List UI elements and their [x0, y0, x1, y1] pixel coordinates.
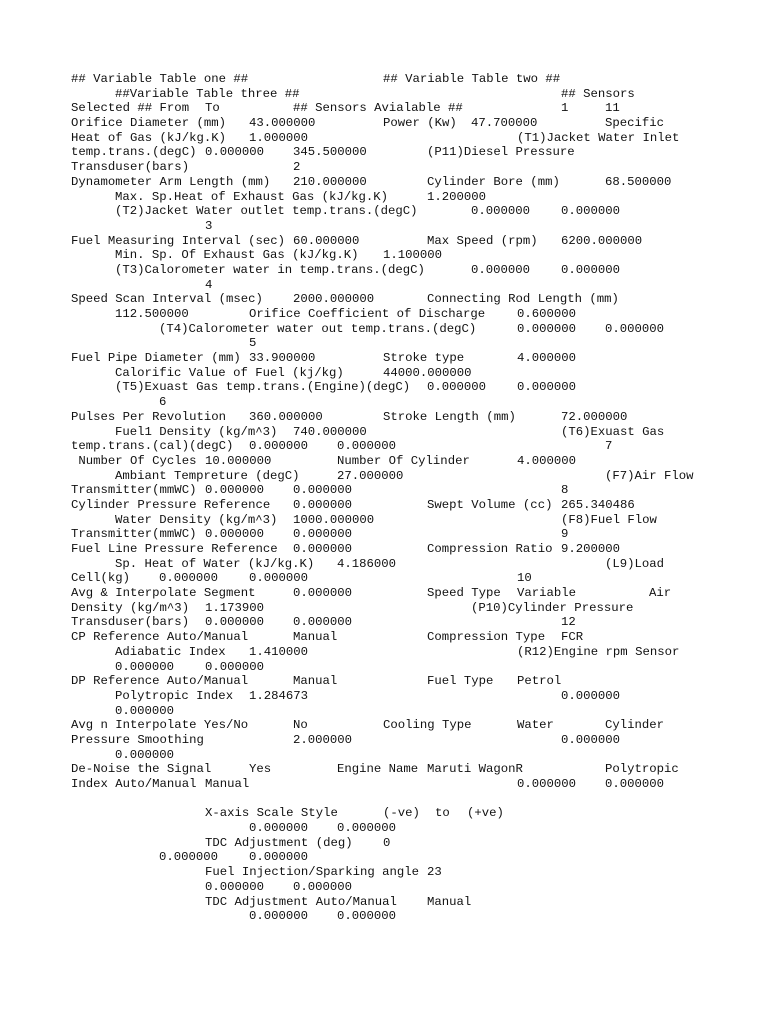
document-line	[71, 498, 761, 513]
document-line	[71, 718, 761, 733]
document-line	[71, 410, 761, 425]
text-segment: Density (kg/m^3)	[71, 600, 190, 615]
text-segment: 0.000000	[517, 380, 577, 395]
text-segment: Index Auto/Manual	[71, 777, 197, 791]
text-segment: ##Variable Table three ##	[115, 86, 300, 101]
text-segment: Ambiant Tempreture (degC)	[115, 468, 300, 483]
text-segment: 0.000000	[293, 586, 353, 601]
text-segment: (F8)Fuel Flow	[561, 512, 657, 527]
text-segment: Cell(kg)	[71, 571, 131, 586]
text-segment: (+ve)	[467, 806, 504, 821]
text-segment: 0.000000	[249, 909, 309, 924]
document-line	[71, 704, 761, 719]
text-segment: 0.000000	[293, 497, 353, 512]
text-segment: 5	[249, 336, 257, 351]
document-line	[71, 895, 761, 910]
text-segment: Air	[649, 586, 672, 601]
text-segment: 9.200000	[561, 542, 621, 556]
document-line	[71, 836, 761, 851]
document-line	[71, 513, 761, 528]
text-segment: 11	[605, 101, 620, 116]
text-segment: Cylinder	[605, 718, 665, 733]
text-segment: (L9)Load	[605, 556, 665, 571]
document-line	[71, 278, 761, 293]
text-segment: 6200.000000	[561, 233, 643, 248]
text-segment: 0.000000	[561, 262, 621, 277]
document-line	[71, 160, 761, 175]
document-line	[71, 204, 761, 219]
text-segment: 1.284673	[249, 688, 309, 703]
text-segment: 23	[427, 865, 442, 880]
text-segment: Number Of Cylinder	[337, 453, 470, 468]
document-line	[71, 234, 761, 249]
text-segment: 0.000000	[561, 204, 621, 219]
text-segment: Number Of Cycles	[71, 453, 197, 468]
text-segment: Fuel Type	[427, 674, 494, 689]
text-segment: Manual	[293, 630, 338, 645]
text-segment: (T5)Exuast Gas temp.trans.(Engine)(degC)	[115, 380, 411, 395]
text-segment: temp.trans.(degC)	[71, 145, 197, 160]
text-segment: 4.186000	[337, 556, 397, 571]
text-segment: 360.000000	[249, 409, 323, 424]
document-line	[71, 850, 761, 865]
document-line	[71, 762, 761, 777]
text-segment: (T2)Jacket Water outlet temp.trans.(degC)	[115, 204, 418, 219]
text-segment: 0.000000	[337, 909, 397, 924]
text-segment: Stroke Length (mm)	[383, 409, 516, 424]
text-segment: 4	[205, 277, 213, 292]
document-line	[71, 483, 761, 498]
document-line	[71, 865, 761, 880]
text-segment: Selected ## From	[71, 101, 190, 116]
variable-table-document	[71, 72, 761, 924]
text-segment: 0.000000	[561, 732, 621, 747]
text-segment: Calorific Value of Fuel (kj/kg)	[115, 365, 344, 380]
text-segment: 0.000000	[249, 821, 309, 836]
text-segment: 345.500000	[293, 145, 367, 160]
text-segment: 0.000000	[337, 821, 397, 836]
text-segment: 7	[605, 439, 613, 454]
text-segment: 0.000000	[561, 688, 621, 703]
document-line	[71, 586, 761, 601]
text-segment: Pulses Per Revolution	[71, 409, 226, 424]
text-segment: 3	[205, 218, 213, 233]
text-segment: 1.100000	[383, 248, 443, 263]
text-segment: to	[435, 806, 450, 821]
text-segment: Pressure Smoothing	[71, 732, 204, 747]
text-segment: Heat of Gas (kJ/kg.K)	[71, 130, 226, 145]
document-line	[71, 777, 761, 792]
text-segment: De-Noise the Signal	[71, 762, 212, 777]
text-segment: Fuel1 Density (kg/m^3)	[115, 424, 278, 439]
text-segment: 1000.000000	[293, 512, 375, 527]
text-segment: 0.000000	[293, 542, 353, 556]
text-segment: (F7)Air Flow	[605, 468, 694, 483]
text-segment: 0	[383, 835, 391, 850]
document-line	[71, 615, 761, 630]
document-line	[71, 454, 761, 469]
text-segment: DP Reference Auto/Manual	[71, 674, 249, 689]
text-segment: 0.000000	[427, 380, 487, 395]
text-segment: Orifice Coefficient of Discharge	[249, 307, 486, 321]
text-segment: Variable	[517, 586, 577, 601]
document-line	[71, 366, 761, 381]
text-segment: (P11)Diesel Pressure	[427, 145, 575, 160]
document-line	[71, 351, 761, 366]
text-segment: 33.900000	[249, 351, 316, 366]
text-segment: Swept Volume (cc)	[427, 497, 553, 512]
text-segment: 0.000000	[205, 483, 265, 498]
text-segment: 4.000000	[517, 453, 577, 468]
text-segment: 2000.000000	[293, 292, 375, 307]
text-segment: 740.000000	[293, 424, 367, 439]
text-segment: Compression Type	[427, 630, 546, 645]
text-segment: (R12)Engine rpm Sensor	[517, 644, 680, 659]
document-line	[71, 645, 761, 660]
text-segment: Transduser(bars)	[71, 160, 190, 175]
text-segment: 0.000000	[205, 145, 265, 160]
document-line	[71, 660, 761, 675]
text-segment: 43.000000	[249, 116, 316, 131]
text-segment: 0.000000	[205, 615, 265, 630]
text-segment: (T6)Exuast Gas	[561, 424, 665, 439]
document-line	[71, 439, 761, 454]
document-line	[71, 87, 761, 102]
text-segment: Fuel Pipe Diameter (mm)	[71, 351, 241, 366]
text-segment: 0.600000	[517, 307, 577, 321]
text-segment: Cylinder Bore (mm)	[427, 174, 560, 189]
text-segment: 4.000000	[517, 351, 577, 366]
text-segment: Speed Scan Interval (msec)	[71, 292, 263, 307]
document-line	[71, 219, 761, 234]
text-segment: FCR	[561, 630, 584, 645]
text-segment: 112.500000	[115, 307, 189, 321]
text-segment: Power (Kw)	[383, 116, 457, 131]
document-line	[71, 880, 761, 895]
document-line	[71, 322, 761, 337]
text-segment: 0.000000	[159, 571, 219, 586]
text-segment: 0.000000	[337, 439, 397, 454]
text-segment: To	[205, 101, 220, 116]
text-segment: 0.000000	[205, 659, 265, 674]
document-line	[71, 336, 761, 351]
text-segment: Polytropic	[605, 762, 679, 777]
document-line	[71, 380, 761, 395]
text-segment: Water Density (kg/m^3)	[115, 512, 278, 527]
text-segment: Speed Type	[427, 586, 501, 601]
text-segment: 1.410000	[249, 644, 309, 659]
text-segment: TDC Adjustment (deg)	[205, 835, 353, 850]
text-segment: Avg n Interpolate Yes/No	[71, 718, 249, 733]
text-segment: 0.000000	[159, 850, 219, 865]
text-segment: Connecting Rod Length (mm)	[427, 292, 619, 307]
text-segment: 0.000000	[249, 850, 309, 865]
text-segment: 0.000000	[293, 483, 353, 498]
text-segment: Specific	[605, 116, 665, 131]
text-segment: Orifice Diameter (mm)	[71, 116, 226, 131]
text-segment: 0.000000	[205, 879, 265, 894]
text-segment: Max. Sp.Heat of Exhaust Gas (kJ/kg.K)	[115, 189, 389, 204]
text-segment: 10	[517, 571, 532, 586]
text-segment: 210.000000	[293, 174, 367, 189]
text-segment: 0.000000	[115, 703, 175, 718]
document-line	[71, 689, 761, 704]
text-segment: Manual	[427, 894, 472, 909]
text-segment: 44000.000000	[383, 365, 472, 380]
text-segment: X-axis Scale Style	[205, 806, 338, 821]
text-segment: Manual	[205, 777, 250, 791]
text-segment: 12	[561, 615, 576, 630]
text-segment: CP Reference Auto/Manual	[71, 630, 249, 645]
text-segment: 0.000000	[249, 439, 309, 454]
document-line	[71, 630, 761, 645]
text-segment: 0.000000	[115, 659, 175, 674]
text-segment: Transmitter(mmWC)	[71, 483, 197, 498]
text-segment: (T1)Jacket Water Inlet	[517, 130, 680, 145]
text-segment: 0.000000	[605, 777, 665, 791]
text-segment: 0.000000	[115, 747, 175, 762]
text-segment: 8	[561, 483, 569, 498]
text-segment: 0.000000	[605, 321, 665, 336]
document-line	[71, 101, 761, 116]
text-segment: 0.000000	[293, 527, 353, 542]
text-segment: Water	[517, 718, 554, 733]
text-segment: ## Variable Table two ##	[383, 72, 561, 86]
text-segment: Transmitter(mmWC)	[71, 527, 197, 542]
text-segment: 0.000000	[517, 321, 577, 336]
document-line	[71, 116, 761, 131]
text-segment: No	[293, 718, 308, 733]
text-segment: Min. Sp. Of Exhaust Gas (kJ/kg.K)	[115, 248, 359, 263]
text-segment: 10.000000	[205, 453, 272, 468]
text-segment: Polytropic Index	[115, 688, 234, 703]
text-segment: 1.173900	[205, 600, 265, 615]
text-segment: 1.200000	[427, 189, 487, 204]
text-segment: 6	[159, 395, 167, 410]
text-segment: 0.000000	[293, 615, 353, 630]
document-line	[71, 909, 761, 924]
document-line	[71, 72, 761, 87]
text-segment: 0.000000	[205, 527, 265, 542]
text-segment: 265.340486	[561, 497, 635, 512]
text-segment: 9	[561, 527, 569, 542]
document-line	[71, 674, 761, 689]
text-segment: Adiabatic Index	[115, 644, 226, 659]
text-segment: Avg & Interpolate Segment	[71, 586, 256, 601]
document-line	[71, 821, 761, 836]
text-segment: Petrol	[517, 674, 562, 689]
text-segment: Engine Name	[337, 762, 419, 777]
text-segment: (T3)Calorometer water in temp.trans.(degC)	[115, 262, 425, 277]
document-line	[71, 175, 761, 190]
text-segment: 0.000000	[471, 262, 531, 277]
text-segment: (T4)Calorometer water out temp.trans.(degC)	[159, 321, 477, 336]
text-segment: 0.000000	[249, 571, 309, 586]
text-segment: ## Variable Table one ##	[71, 72, 249, 86]
text-segment: Fuel Measuring Interval (sec)	[71, 233, 286, 248]
document-line	[71, 248, 761, 263]
text-segment: Compression Ratio	[427, 542, 553, 556]
text-segment: Fuel Injection/Sparking angle	[205, 865, 420, 880]
document-line	[71, 395, 761, 410]
document-line	[71, 601, 761, 616]
text-segment: Fuel Line Pressure Reference	[71, 542, 278, 556]
text-segment: ## Sensors Avialable ##	[293, 101, 463, 116]
document-line	[71, 527, 761, 542]
text-segment: (P10)Cylinder Pressure	[471, 600, 634, 615]
text-segment: ## Sensors	[561, 86, 635, 101]
text-segment: temp.trans.(cal)(degC)	[71, 439, 234, 454]
text-segment: TDC Adjustment Auto/Manual	[205, 894, 397, 909]
text-segment: Manual	[293, 674, 338, 689]
text-segment: 0.000000	[471, 204, 531, 219]
text-segment: Cylinder Pressure Reference	[71, 497, 271, 512]
document-line	[71, 557, 761, 572]
text-segment: 68.500000	[605, 174, 672, 189]
document-line	[71, 425, 761, 440]
text-segment: Sp. Heat of Water (kJ/kg.K)	[115, 556, 315, 571]
document-line	[71, 806, 761, 821]
text-segment: 0.000000	[293, 879, 353, 894]
text-segment: 0.000000	[517, 777, 577, 791]
text-segment: Maruti WagonR	[427, 762, 523, 777]
document-line	[71, 292, 761, 307]
document-line	[71, 263, 761, 278]
text-segment: Stroke type	[383, 351, 465, 366]
document-line	[71, 792, 761, 807]
document-line	[71, 190, 761, 205]
text-segment: 60.000000	[293, 233, 360, 248]
text-segment: 2.000000	[293, 732, 353, 747]
text-segment: 1.000000	[249, 130, 309, 145]
text-segment: Transduser(bars)	[71, 615, 190, 630]
text-segment: Dynamometer Arm Length (mm)	[71, 174, 271, 189]
text-segment: 27.000000	[337, 468, 404, 483]
document-line	[71, 131, 761, 146]
text-segment: 72.000000	[561, 409, 628, 424]
text-segment: Yes	[249, 762, 272, 777]
document-line	[71, 145, 761, 160]
text-segment: (-ve)	[383, 806, 420, 821]
document-line	[71, 469, 761, 484]
text-segment: Cooling Type	[383, 718, 472, 733]
document-line	[71, 542, 761, 557]
text-segment: 1	[561, 101, 569, 116]
text-segment: 2	[293, 160, 301, 175]
document-line	[71, 748, 761, 763]
document-line	[71, 571, 761, 586]
text-segment: Max Speed (rpm)	[427, 233, 538, 248]
document-line	[71, 733, 761, 748]
text-segment: 47.700000	[471, 116, 538, 131]
document-line	[71, 307, 761, 322]
